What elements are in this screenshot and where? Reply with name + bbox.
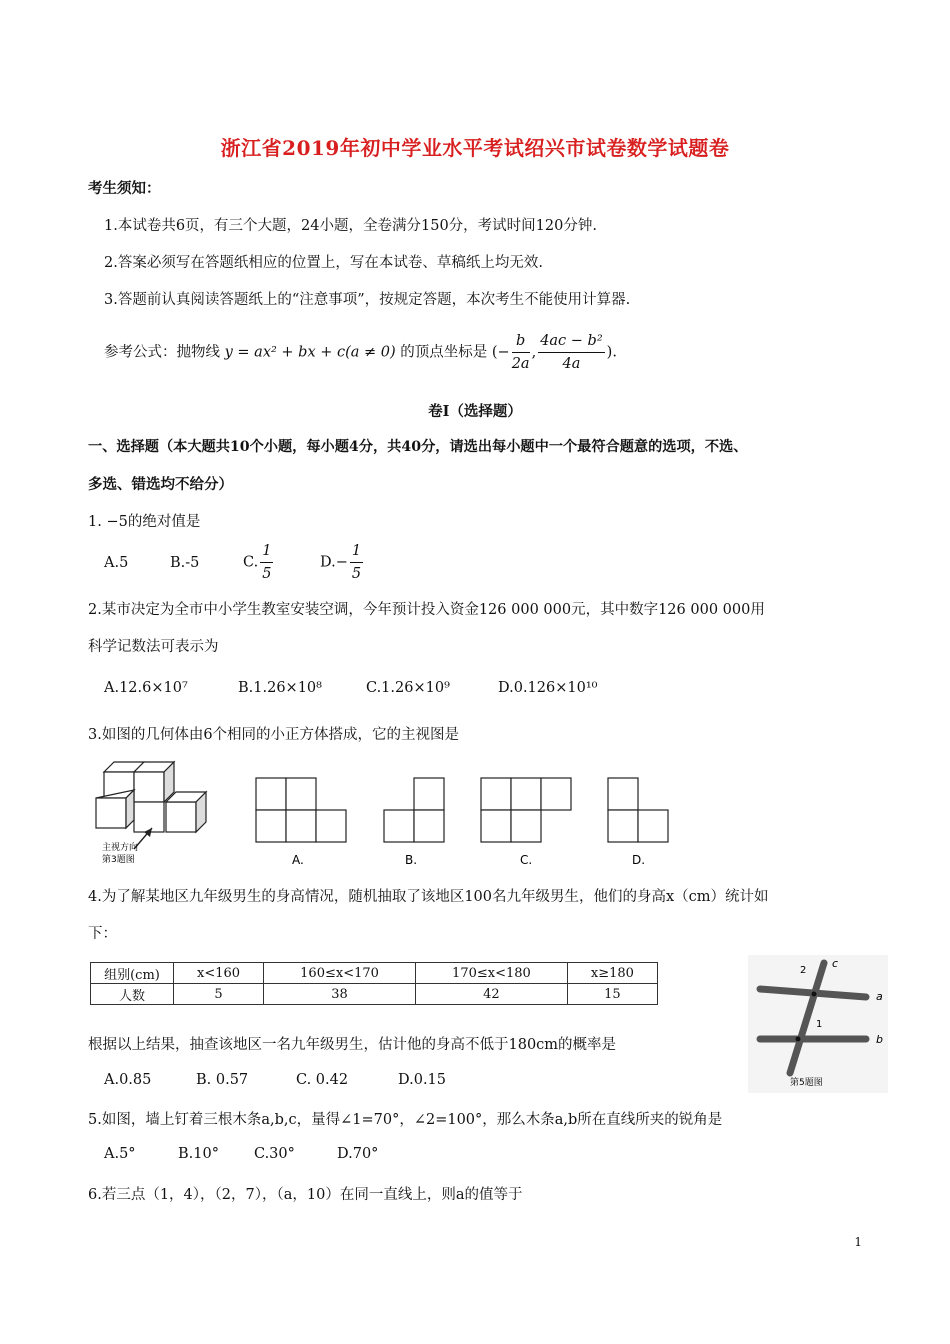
table-cell: 15 [567, 984, 657, 1005]
section-title: 卷Ⅰ（选择题） [428, 403, 522, 420]
q4-stem-1: 4.为了解某地区九年级男生的身高情况，随机抽取了该地区100名九年级男生，他们的身高x（cm）统计如 [88, 889, 769, 905]
q3-option-b-figure [384, 778, 444, 842]
table-cell: 42 [415, 984, 567, 1005]
part1-heading-2: 多选、错选均不给分） [88, 476, 233, 493]
nail [796, 1037, 801, 1042]
q1-option-a: A.5 [104, 555, 129, 571]
formula-line [104, 330, 617, 375]
q2-stem-1: 2.某市决定为全市中小学生教室安装空调，今年预计投入资金126 000 000元，其中数字126 000 000用 [88, 602, 765, 618]
q2-option-d: D.0.126×10¹⁰ [498, 680, 598, 696]
page-title: 浙江省2019年初中学业水平考试绍兴市试卷数学试题卷 [220, 136, 730, 160]
q3-figure [88, 754, 688, 872]
q4-option-a: A.0.85 [104, 1072, 152, 1088]
formula-prefix: 参考公式：抛物线 [104, 344, 220, 361]
label-b: b [876, 1033, 883, 1046]
table-cell: 38 [264, 984, 416, 1005]
q3-label-d: D. [632, 853, 646, 867]
q5-stem: 5.如图，墙上钉着三根木条a,b,c，量得∠1=70°，∠2=100°，那么木条a,b所在直线所夹的锐角是 [88, 1112, 723, 1128]
notice-item-1: 1.本试卷共6页，有三个大题，24小题，全卷满分150分，考试时间120分钟. [104, 218, 597, 234]
q4-stem-2: 下： [88, 926, 117, 942]
q1-option-b: B.-5 [170, 555, 200, 571]
q4-stem-3: 根据以上结果，抽查该地区一名九年级男生，估计他的身高不低于180cm的概率是 [88, 1037, 617, 1053]
q5-figure [748, 955, 888, 1093]
option-label: D.− [320, 554, 348, 571]
formula-mid: 的顶点坐标是 [400, 344, 488, 361]
figure-caption: 第5题图 [790, 1078, 823, 1088]
fraction-denominator: 2a [511, 356, 530, 372]
q1-option-c [243, 540, 275, 585]
notice-heading: 考生须知： [88, 180, 161, 197]
formula-fraction-2 [538, 330, 604, 375]
q5-option-b: B.10° [178, 1146, 219, 1162]
q1-stem: 1. −5的绝对值是 [88, 514, 201, 530]
formula-equation: y = ax² + bx + c(a ≠ 0) [224, 344, 396, 361]
notice-item-2: 2.答案必须写在答题纸相应的位置上，写在本试卷、草稿纸上均无效. [104, 255, 543, 271]
fraction-denominator: 4a [562, 356, 581, 372]
table-header-row [91, 963, 658, 984]
q5-option-c: C.30° [254, 1146, 295, 1162]
table-cell: 5 [174, 984, 264, 1005]
angle-2-label: 2 [800, 965, 807, 976]
table-header-cell: 组别(cm) [91, 963, 174, 984]
part1-heading-1: 一、选择题（本大题共10个小题，每小题4分，共40分，请选出每小题中一个最符合题意的选项，不选、 [88, 439, 748, 455]
formula-comma: , [531, 344, 537, 361]
q5-option-d: D.70° [337, 1146, 379, 1162]
view-direction-caption: 主视方向 [102, 843, 139, 853]
q2-option-a: A.12.6×10⁷ [104, 680, 188, 696]
label-c: c [832, 957, 839, 970]
q3-stem: 3.如图的几何体由6个相同的小正方体搭成，它的主视图是 [88, 727, 460, 743]
q3-option-c-figure [481, 778, 571, 842]
fraction-denominator: 5 [262, 566, 272, 582]
option-label: C. [243, 554, 259, 571]
page-number: 1 [854, 1235, 862, 1249]
nail [812, 992, 817, 997]
formula-open: (− [491, 344, 510, 361]
q3-label-a: A. [292, 853, 304, 867]
fraction-numerator: 1 [260, 540, 273, 563]
q5-option-a: A.5° [104, 1146, 136, 1162]
table-header-cell: x<160 [174, 963, 264, 984]
q4-option-c: C. 0.42 [296, 1072, 349, 1088]
formula-fraction-1 [512, 330, 530, 375]
label-a: a [876, 990, 883, 1003]
q3-label-b: B. [405, 853, 418, 867]
fraction-numerator: 4ac − b² [538, 330, 604, 353]
q3-label-c: C. [520, 853, 533, 867]
q4-option-b: B. 0.57 [196, 1072, 249, 1088]
angle-1-label: 1 [816, 1019, 823, 1030]
q2-option-b: B.1.26×10⁸ [238, 680, 322, 696]
q6-stem: 6.若三点（1，4），（2，7），（a，10）在同一直线上，则a的值等于 [88, 1187, 523, 1203]
fraction-numerator: b [512, 330, 530, 353]
q3-option-a-figure [256, 778, 346, 842]
cube-solid-figure [96, 762, 206, 832]
q2-stem-2: 科学记数法可表示为 [88, 639, 219, 655]
table-header-cell: x≥180 [567, 963, 657, 984]
q1-d-fraction [350, 540, 363, 585]
q3-option-d-figure [608, 778, 668, 842]
fraction-numerator: 1 [350, 540, 363, 563]
q2-option-c: C.1.26×10⁹ [366, 680, 450, 696]
figure-caption: 第3题图 [102, 855, 135, 865]
q4-option-d: D.0.15 [398, 1072, 447, 1088]
notice-item-3: 3.答题前认真阅读答题纸上的“注意事项”，按规定答题，本次考生不能使用计算器. [104, 292, 631, 308]
formula-close: ). [606, 344, 617, 361]
table-row [91, 984, 658, 1005]
q1-c-fraction [260, 540, 273, 585]
q1-option-d [320, 540, 365, 585]
q4-data-table [90, 962, 658, 1005]
fraction-denominator: 5 [351, 566, 362, 582]
table-header-cell: 170≤x<180 [415, 963, 567, 984]
table-header-cell: 160≤x<170 [264, 963, 416, 984]
table-row-label: 人数 [91, 984, 174, 1005]
